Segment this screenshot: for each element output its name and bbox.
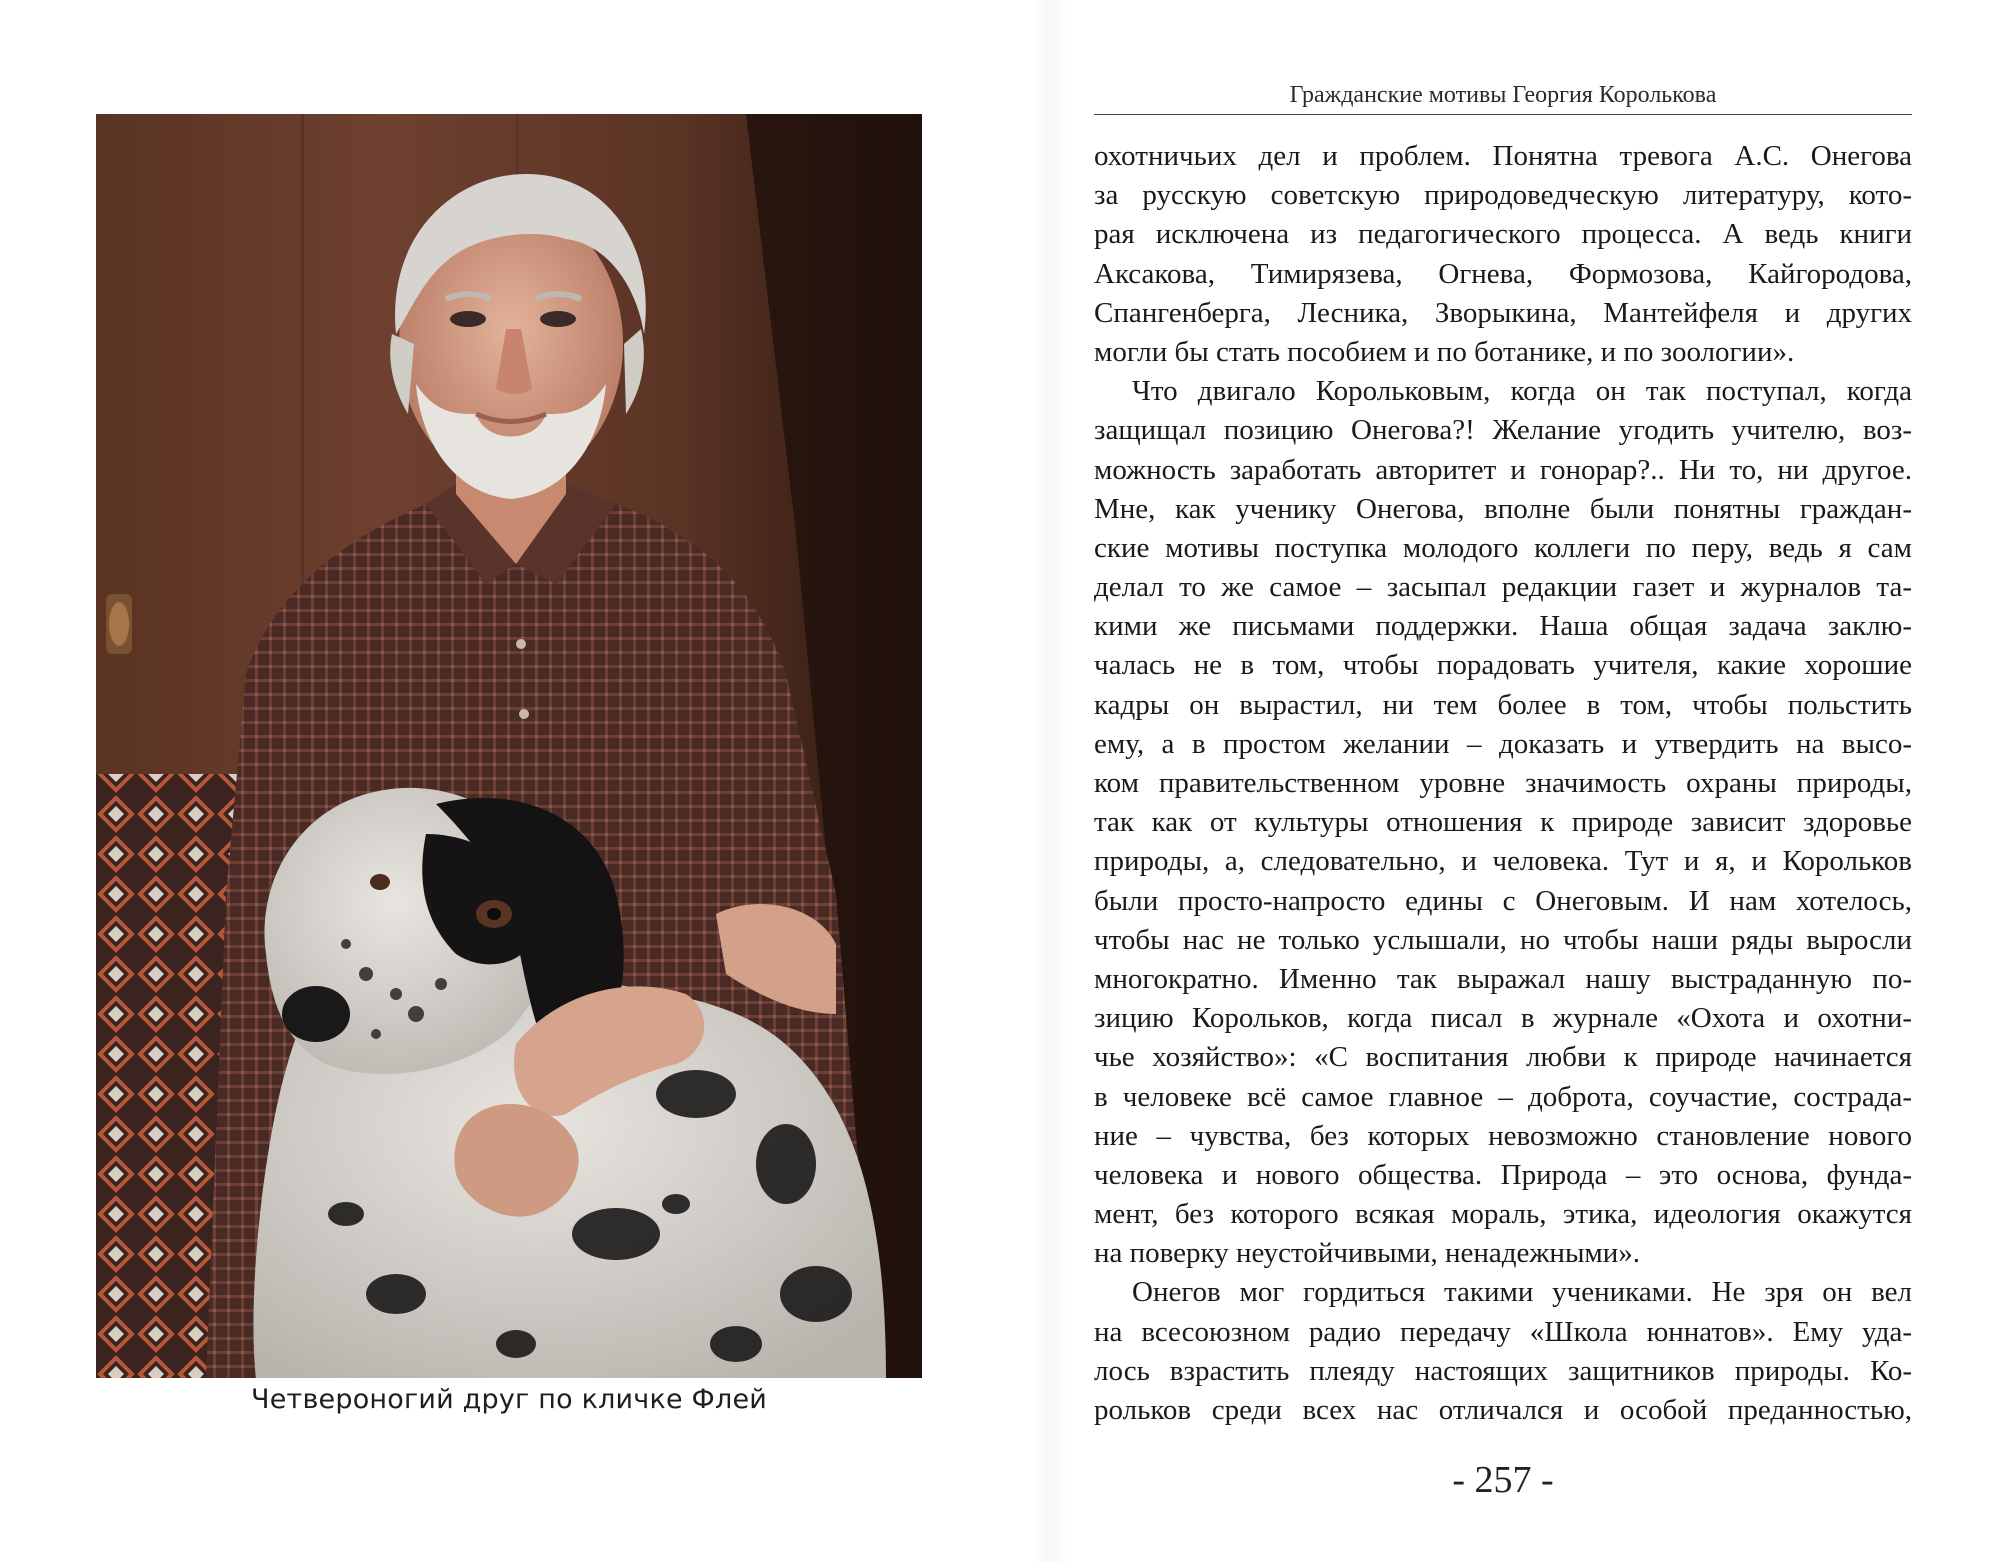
text-line: многократно. Именно так выражал нашу выстраданную по- [1094,962,1912,995]
running-head: Гражданские мотивы Георгия Королькова [1094,80,1912,115]
text-line: делал то же самое – засыпал редакции газет и журналов та- [1094,571,1912,604]
text-line: зицию Корольков, когда писал в журнале «Охота и охотни- [1094,1002,1912,1035]
text-line: Спангенберга, Лесника, Зворыкина, Мантейфеля и других [1094,296,1912,329]
text-line: рольков среди всех нас отличался и особой преданностью, [1094,1394,1912,1426]
photograph [96,114,922,1378]
text-line: Мне, как ученику Онегова, вполне были понятны граждан- [1094,492,1912,525]
text-line: природы, а, следовательно, и человека. Тут и я, и Корольков [1094,845,1912,878]
paragraph [1094,372,1912,1273]
text-line: ему, а в простом желании – доказать и утвердить на высо- [1094,727,1912,760]
text-line: были просто-напросто едины с Онеговым. И нам хотелось, [1094,884,1912,917]
text-line: мент, без которого всякая мораль, этика, идеология окажутся [1094,1198,1912,1231]
text-line: за русскую советскую природоведческую литературу, кото- [1094,179,1912,212]
text-line: на всесоюзном радио передачу «Школа юннатов». Ему уда- [1094,1315,1912,1348]
photo-man-with-dog [96,114,922,1378]
text-line: чтобы нас не только услышали, но чтобы наши ряды выросли [1094,923,1912,956]
text-line: кадры он вырастил, ни тем более в том, чтобы польстить [1094,688,1912,721]
text-line: Онегов мог гордиться такими учениками. Не зря он вел [1132,1276,1912,1309]
text-line: в человеке всё самое главное – доброта, соучастие, сострада- [1094,1080,1912,1113]
text-line: кими же письмами поддержки. Наша общая задача заклю- [1094,610,1912,643]
text-line: ние – чувства, без которых невозможно становление нового [1094,1119,1912,1152]
text-line: так как от культуры отношения к природе зависит здоровье [1094,806,1912,839]
text-line: Что двигало Корольковым, когда он так поступал, когда [1132,375,1912,408]
text-line: лось взрастить плеяду настоящих защитников природы. Ко- [1094,1354,1912,1387]
text-line: человека и нового общества. Природа – это основа, фунда- [1094,1158,1912,1191]
body-text [1094,137,1912,1430]
book-gutter [1030,0,1070,1562]
text-line: Аксакова, Тимирязева, Огнева, Формозова, Кайгородова, [1094,257,1912,290]
text-line: рая исключена из педагогического процесса. А ведь книги [1094,218,1912,251]
text-line: могли бы стать пособием и по ботанике, и по зоологии». [1094,335,1795,368]
text-line: ком правительственном уровне значимость охраны природы, [1094,767,1912,799]
text-line: можность заработать авторитет и гонорар?.. Ни то, ни другое. [1094,453,1912,486]
page-number: - 257 - [1452,1459,1554,1501]
photo-caption: Четвероногий друг по кличке Флей [251,1384,767,1415]
text-line: ские мотивы поступка молодого коллеги по перу, ведь я сам [1094,531,1912,564]
paragraph [1094,137,1912,372]
text-line: чалась не в том, чтобы порадовать учителя, какие хорошие [1094,649,1912,682]
text-line: охотничьих дел и проблем. Понятна тревога А.С. Онегова [1094,140,1912,172]
text-line: чье хозяйство»: «С воспитания любви к природе начинается [1094,1041,1912,1074]
text-line: на поверку неустойчивыми, ненадежными». [1094,1237,1641,1270]
text-line: защищал позицию Онегова?! Желание угодить учителю, воз- [1094,414,1912,447]
paragraph [1094,1273,1912,1430]
